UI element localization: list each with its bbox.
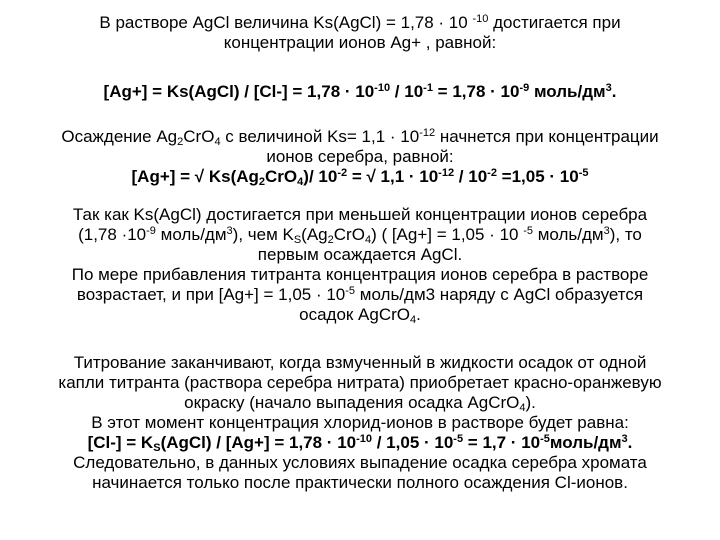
- superscript: 3: [621, 433, 628, 445]
- text-line: По мере прибавления титранта концентрация ионов серебра в растворе: [71, 265, 649, 284]
- text: (Ag: [301, 225, 328, 244]
- superscript: -12: [419, 127, 436, 139]
- text: .: [416, 305, 421, 324]
- superscript: -9: [519, 82, 530, 94]
- superscript: -5: [523, 225, 533, 237]
- superscript: -10: [356, 433, 373, 445]
- text: с величиной Ks= 1,1 · 10: [220, 127, 420, 146]
- subscript: 2: [177, 136, 184, 148]
- paragraph-comparison: [0, 205, 720, 325]
- text: осадок AgCrO: [299, 305, 411, 324]
- text: = √ 1,1 · 10: [347, 167, 439, 186]
- text: ), то: [609, 225, 642, 244]
- text: моль/дм: [155, 225, 227, 244]
- text: [Ag+] = Ks(AgCl) / [Cl-] = 1,78 · 10: [103, 82, 375, 101]
- text: / 10: [390, 82, 424, 101]
- text: [Cl-] = K: [87, 433, 154, 452]
- text: / 10: [454, 167, 488, 186]
- paragraph-ag2cro4: [0, 127, 720, 187]
- text-line: ионов серебра, равной:: [266, 147, 454, 166]
- text: достигается при: [488, 13, 621, 32]
- text-line: [0, 225, 720, 245]
- text: = 1,78 · 10: [432, 82, 520, 101]
- text: CrO: [183, 127, 215, 146]
- text: В растворе AgCl величина Ks(AgCl) = 1,78 · 10: [99, 13, 473, 32]
- text-line: Следовательно, в данных условиях выпадение осадка серебра хромата: [73, 453, 647, 472]
- text: (1,78 ·10: [78, 225, 147, 244]
- text: возрастает, и при [Ag+] = 1,05 · 10: [76, 285, 346, 304]
- text-line: Так как Ks(AgCl) достигается при меньшей концентрации ионов серебра: [72, 205, 648, 224]
- text: .: [627, 433, 633, 452]
- text-line: [0, 305, 720, 325]
- text: моль/дм: [549, 433, 622, 452]
- text-line: концентрации ионов Ag+ , равной:: [223, 33, 497, 52]
- text: = 1,7 · 10: [463, 433, 541, 452]
- formula-line: [0, 167, 720, 187]
- superscript: -5: [453, 433, 464, 445]
- subscript: 4: [519, 402, 526, 414]
- subscript: 2: [258, 176, 266, 188]
- superscript: -10: [472, 13, 489, 25]
- text: CrO: [333, 225, 365, 244]
- text: ), чем K: [232, 225, 294, 244]
- text: )/ 10: [303, 167, 338, 186]
- text: [Ag+] = √ Ks(Ag: [131, 167, 259, 186]
- superscript: -12: [438, 167, 455, 179]
- text: ) ( [Ag+] = 1,05 · 10: [371, 225, 524, 244]
- text: моль/дм3 наряду с AgCl образуется: [355, 285, 644, 304]
- text: =1,05 · 10: [496, 167, 579, 186]
- text-line: [0, 285, 720, 305]
- text-line: [0, 127, 720, 147]
- text: начнется при концентрации: [435, 127, 659, 146]
- text: моль/дм: [529, 82, 606, 101]
- superscript: -9: [146, 225, 156, 237]
- text: ).: [525, 393, 536, 412]
- subscript: S: [153, 442, 161, 454]
- paragraph-agcl-intro: [0, 13, 720, 53]
- superscript: -1: [423, 82, 433, 94]
- superscript: 3: [605, 82, 612, 94]
- superscript: -10: [374, 82, 391, 94]
- paragraph-titration-end: [0, 353, 720, 493]
- text-line: [0, 13, 720, 33]
- formula-line: [0, 433, 720, 453]
- superscript: -5: [345, 285, 356, 297]
- text: моль/дм: [532, 225, 604, 244]
- text-line: капли титранта (раствора серебра нитрата) приобретает красно-оранжевую: [58, 373, 662, 392]
- text: CrO: [265, 167, 298, 186]
- text-line: [0, 393, 720, 413]
- text: окраску (начало выпадения осадка AgCrO: [184, 393, 520, 412]
- superscript: 3: [603, 225, 610, 237]
- text: Осаждение Ag: [61, 127, 178, 146]
- text: (AgCl) / [Ag+] = 1,78 · 10: [160, 433, 357, 452]
- superscript: -5: [578, 167, 589, 179]
- text-line: начинается только после практически полного осаждения Cl-ионов.: [92, 473, 628, 492]
- text-line: первым осаждается AgCl.: [257, 245, 463, 264]
- subscript: 4: [410, 314, 417, 326]
- subscript: 4: [214, 136, 221, 148]
- subscript: 4: [297, 176, 304, 188]
- text: .: [611, 82, 617, 101]
- subscript: 4: [364, 234, 372, 246]
- superscript: -2: [337, 167, 348, 179]
- text-line: В этот момент концентрация хлорид-ионов в растворе будет равна:: [91, 413, 629, 432]
- superscript: -5: [540, 433, 550, 445]
- subscript: 2: [327, 234, 334, 246]
- formula-line: [0, 82, 720, 102]
- text: / 1,05 · 10: [372, 433, 454, 452]
- text-line: Титрование заканчивают, когда взмученный в жидкости осадок от одной: [73, 353, 647, 372]
- superscript: 3: [226, 225, 233, 237]
- formula-ag-concentration: [0, 82, 720, 102]
- superscript: -2: [487, 167, 497, 179]
- subscript: S: [293, 234, 302, 246]
